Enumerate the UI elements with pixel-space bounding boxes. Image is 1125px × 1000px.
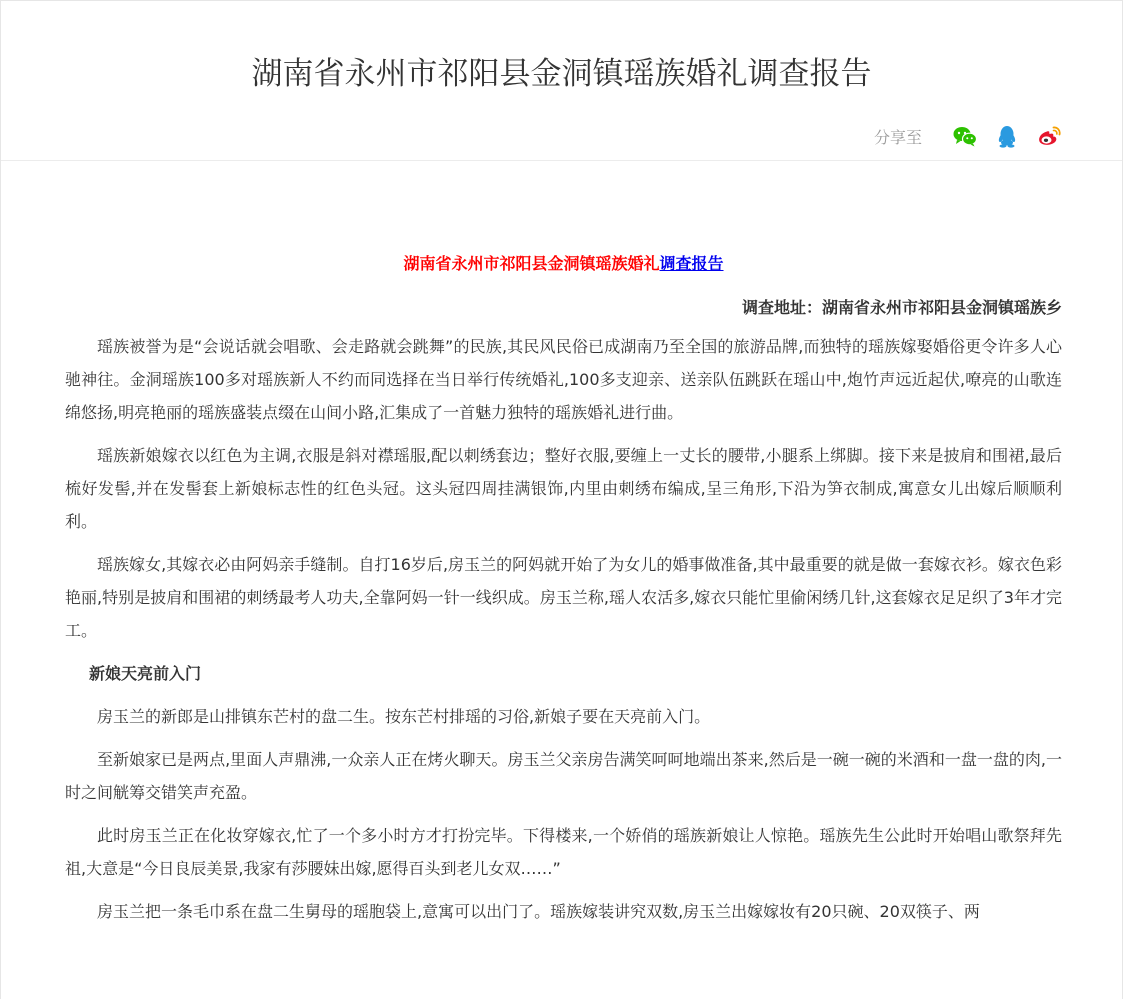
share-label: 分享至 [873,127,922,147]
paragraph: 房玉兰把一条毛巾系在盘二生舅母的瑶胞袋上,意寓可以出门了。瑶族嫁装讲究双数,房玉兰出嫁嫁妆有20只碗、20双筷子、两 [97,902,980,921]
article-heading-text: 湖南省永州市祁阳县金洞镇瑶族婚礼 [403,254,660,273]
survey-address: 调查地址：湖南省永州市祁阳县金洞镇瑶族乡 [741,298,1062,317]
page-header [1,1,1122,161]
qq-icon[interactable] [994,123,1020,149]
paragraph: 瑶族被誉为是“会说话就会唱歌、会走路就会跳舞”的民族,其民风民俗已成湖南乃至全国的旅游品牌,而独特的瑶族嫁娶婚俗更令许多人心驰神往。金洞瑶族100多对瑶族新人不约而同选择在当日举行传统婚礼,100多支迎亲、送亲队伍跳跃在瑶山中,炮竹声远近起伏,嘹亮的山歌连绵悠扬,明亮艳丽的瑶族盛装点缀在山间小路,汇集成了一首魅力独特的瑶族婚礼进行曲。 [65,337,1062,422]
page-title: 湖南省永州市祁阳县金洞镇瑶族婚礼调查报告 [251,56,872,92]
paragraph: 瑶族新娘嫁衣以红色为主调,衣服是斜对襟瑶服,配以刺绣套边；整好衣服,要缠上一丈长的腰带,小腿系上绑脚。接下来是披肩和围裙,最后梳好发髻,并在发髻套上新娘标志性的红色头冠。这头冠四周挂满银饰,内里由刺绣布编成,呈三角形,下沿为笋衣制成,寓意女儿出嫁后顺顺利利。 [65,446,1062,531]
report-link[interactable]: 调查报告 [659,254,724,273]
paragraph: 此时房玉兰正在化妆穿嫁衣,忙了一个多小时方才打扮完毕。下得楼来,一个娇俏的瑶族新娘让人惊艳。瑶族先生公此时开始唱山歌祭拜先祖,大意是“今日良辰美景,我家有莎腰妹出嫁,愿得百头到老儿女双……” [65,826,1062,878]
weibo-icon[interactable] [1036,123,1062,149]
section-subheading: 新娘天亮前入门 [89,664,202,683]
article-body [65,251,1062,938]
share-bar [874,123,1062,149]
paragraph: 房玉兰的新郎是山排镇东芒村的盘二生。按东芒村排瑶的习俗,新娘子要在天亮前入门。 [97,707,711,726]
paragraph: 瑶族嫁女,其嫁衣必由阿妈亲手缝制。自打16岁后,房玉兰的阿妈就开始了为女儿的婚事做准备,其中最重要的就是做一套嫁衣衫。嫁衣色彩艳丽,特别是披肩和围裙的刺绣最考人功夫,全靠阿妈一针一线织成。房玉兰称,瑶人农活多,嫁衣只能忙里偷闲绣几针,这套嫁衣足足织了3年才完工。 [65,555,1062,640]
article-heading [65,251,1062,277]
wechat-icon[interactable] [952,123,978,149]
paragraph: 至新娘家已是两点,里面人声鼎沸,一众亲人正在烤火聊天。房玉兰父亲房告满笑呵呵地端出茶来,然后是一碗一碗的米酒和一盘一盘的肉,一时之间觥筹交错笑声充盈。 [65,750,1062,802]
